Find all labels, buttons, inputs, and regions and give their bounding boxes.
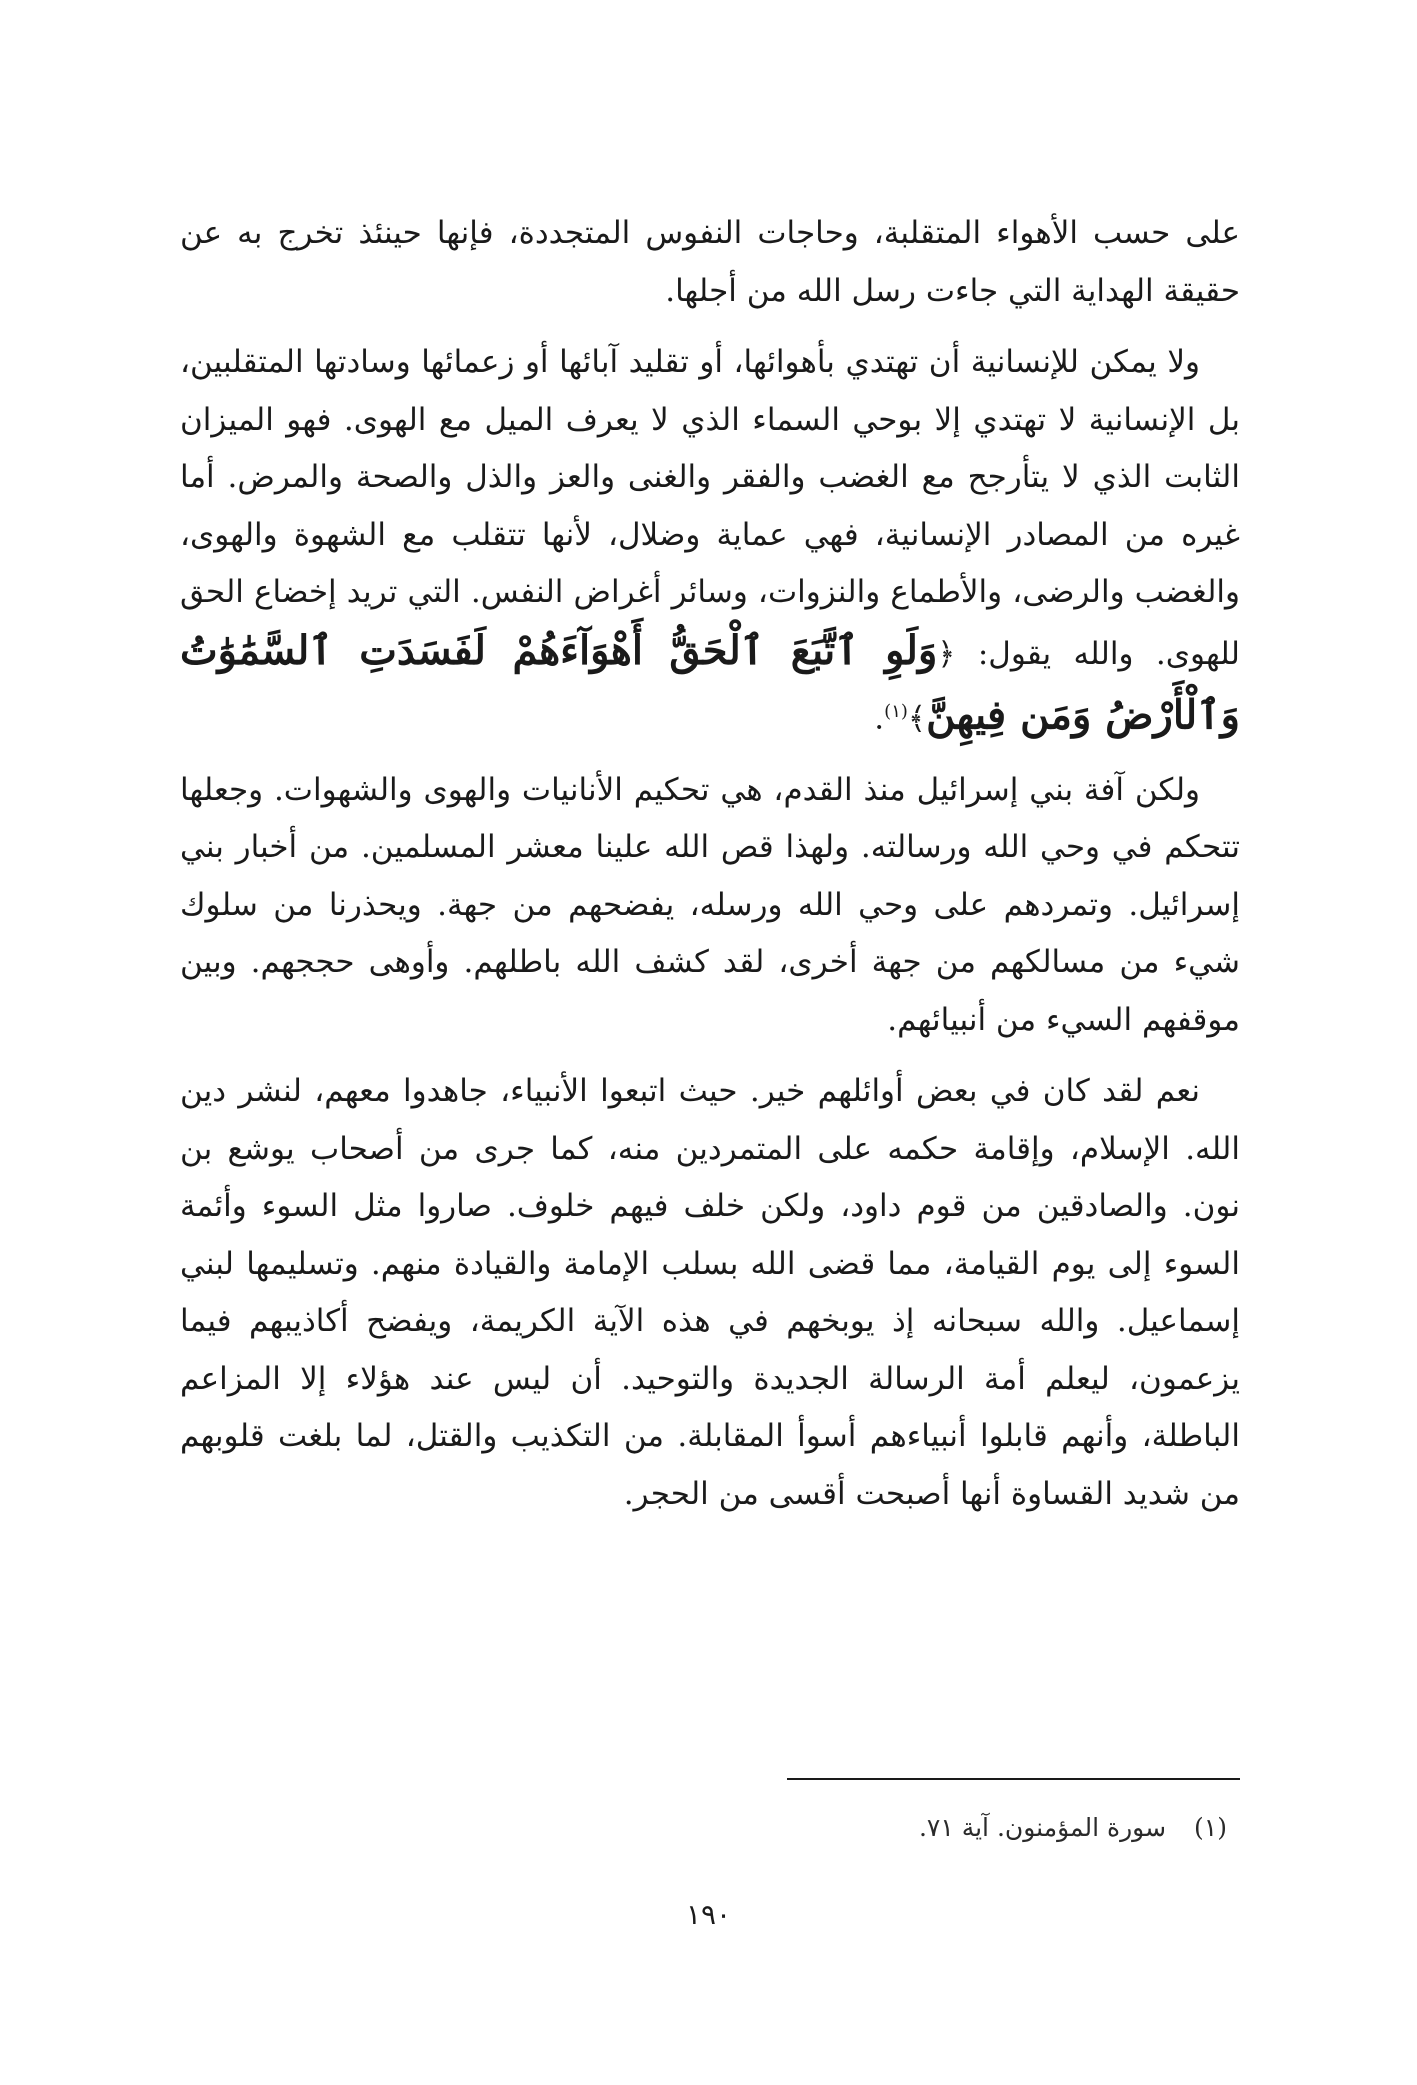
- footnote: [919, 1808, 1227, 1848]
- body-text: [180, 205, 1240, 1537]
- paragraph-3: ولكن آفة بني إسرائيل منذ القدم، هي تحكيم الأنانيات والهوى والشهوات. وجعلها تتحكم في وحي الله ورسالته. ولهذا قص الله علينا معشر المسلمين. من أخبار بني إسرائيل. وتمردهم على وحي الله ورسله، يفضحهم من جهة. ويحذرنا من سلوك شيء من مسالكهم من جهة أخرى، لقد كشف الله باطلهم. وأوهى حججهم. وبين موقفهم السيء من أنبيائهم.: [180, 771, 1240, 1038]
- quran-open-bracket: ﴿: [937, 635, 956, 672]
- footnote-number: (١): [1194, 1813, 1227, 1842]
- footnote-separator: [787, 1778, 1240, 1780]
- quran-close-bracket: ﴾: [907, 700, 927, 737]
- page-number: ١٩٠: [685, 1898, 732, 1931]
- paragraph-2-text: ولا يمكن للإنسانية أن تهتدي بأهوائها، أو تقليد آبائها أو زعمائها وسادتها المتقلبين، بل الإنسانية لا تهتدي إلا بوحي السماء الذي لا يعرف الميل مع الهوى. فهو الميزان الثابت الذي لا يتأرجح مع الغضب والفقر والغنى والعز والذل والصحة والمرض. أما غيره من المصادر الإنسانية، فهي عماية وضلال، لأنها تتقلب مع الشهوة والهوى، والغضب والرضى، والأطماع والنزوات، وسائر أغراض النفس. التي تريد إخضاع الحق للهوى. والله يقول:: [180, 344, 1240, 672]
- paragraph-1: على حسب الأهواء المتقلبة، وحاجات النفوس المتجددة، فإنها حينئذ تخرج به عن حقيقة الهداية التي جاءت رسل الله من أجلها.: [180, 215, 1240, 309]
- footnote-reference: (١): [884, 701, 908, 722]
- footnote-text: سورة المؤمنون. آية ٧١.: [918, 1813, 1167, 1842]
- quran-trailing-dot: .: [874, 700, 885, 737]
- paragraph-2: [180, 334, 1240, 748]
- quran-verse: وَلَوِ ٱتَّبَعَ ٱلْحَقُّ أَهْوَآءَهُمْ لَفَسَدَتِ ٱلسَّمَٰوَٰتُ وَٱلْأَرْضُ وَمَن فِيهِنَّ: [180, 626, 1240, 739]
- paragraph-4: نعم لقد كان في بعض أوائلهم خير. حيث اتبعوا الأنبياء، جاهدوا معهم، لنشر دين الله. الإسلام، وإقامة حكمه على المتمردين منه، كما جرى من أصحاب يوشع بن نون. والصادقين من قوم داود، ولكن خلف فيهم خلوف. صاروا مثل السوء وأئمة السوء إلى يوم القيامة، مما قضى الله بسلب الإمامة والقيادة منهم. وتسليمها لبني إسماعيل. والله سبحانه إذ يوبخهم في هذه الآية الكريمة، ويفضح أكاذيبهم فيما يزعمون، ليعلم أمة الرسالة الجديدة والتوحيد. أن ليس عند هؤلاء إلا المزاعم الباطلة، وأنهم قابلوا أنبياءهم أسوأ المقابلة. من التكذيب والقتل، لما بلغت قلوبهم من شديد القساوة أنها أصبحت أقسى من الحجر.: [180, 1073, 1240, 1512]
